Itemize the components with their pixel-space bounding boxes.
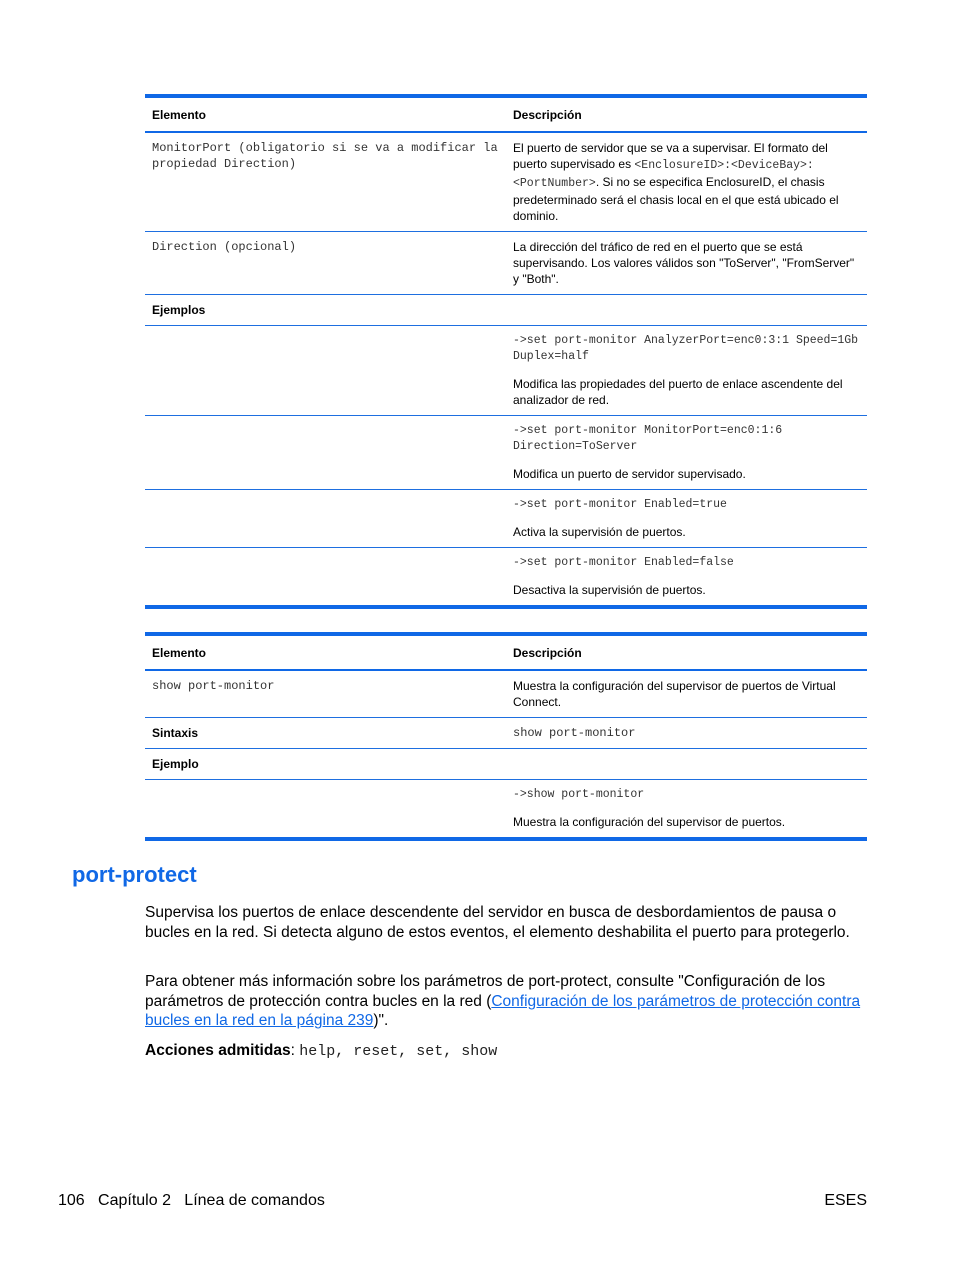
example-desc: Muestra la configuración del supervisor de puertos. [513,815,786,829]
cross-reference-link[interactable]: Configuración de los parámetros de protección contra bucles en la red en la página 239 [145,992,861,1029]
example-cell [506,490,867,548]
port-monitor-show-table [145,632,867,841]
footer-locale: ESES [824,1192,867,1209]
element-cell: MonitorPort (obligatorio si se va a modificar la propiedad Direction) [145,132,506,232]
example-row [145,780,867,840]
example-desc: Modifica un puerto de servidor supervisado. [513,467,746,481]
header-descripcion: Descripción [506,634,867,670]
example-code: ->set port-monitor Enabled=true [513,498,727,511]
table-row [145,718,867,749]
description-cell: La dirección del tráfico de red en el puerto que se está supervisando. Los valores válidos son "ToServer", "FromServer" y "Both". [506,232,867,295]
section-paragraph [145,972,867,1031]
example-desc: Desactiva la supervisión de puertos. [513,583,706,597]
table-header-row [145,96,867,132]
element-cell: Direction (opcional) [145,232,506,295]
table-row [145,670,867,718]
description-text: El puerto de servidor que se va a supervisar. El formato del puerto supervisado es [513,141,828,171]
description-cell: Muestra la configuración del supervisor de puertos de Virtual Connect. [506,670,867,718]
example-row [145,490,867,548]
footer-page-info: 106 Capítulo 2 Línea de comandos [58,1192,325,1209]
actions-value: help, reset, set, show [299,1043,498,1060]
syntax-value: show port-monitor [506,718,867,749]
element-cell: show port-monitor [145,670,506,718]
table-row [145,232,867,295]
actions-label: Acciones admitidas [145,1042,291,1059]
example-row [145,326,867,416]
description-text: . Si no se especifica EnclosureID, el chasis predeterminado será el chasis local en el que está ubicado el dominio. [513,175,839,223]
paragraph-text: Para obtener más información sobre los parámetros de port-protect, consulte "Configuración de los parámetros de protección contra bucles en la red ( [145,973,826,1010]
example-cell [506,780,867,840]
example-label: Ejemplo [145,749,506,780]
example-cell [506,326,867,416]
paragraph-text: )". [373,1012,389,1029]
examples-label: Ejemplos [145,295,506,326]
header-descripcion: Descripción [506,96,867,132]
example-code: ->show port-monitor [513,788,645,801]
example-row [145,548,867,608]
header-elemento: Elemento [145,96,506,132]
example-code: ->set port-monitor Enabled=false [513,556,734,569]
section-title: port-protect [72,862,197,887]
example-desc: Activa la supervisión de puertos. [513,525,686,539]
format-code: <EnclosureID>:<DeviceBay>:<PortNumber> [513,159,814,190]
actions-colon: : [290,1042,300,1059]
example-cell [506,416,867,490]
example-desc: Modifica las propiedades del puerto de enlace ascendente del analizador de red. [513,377,843,407]
port-monitor-set-table [145,94,867,609]
description-cell [506,132,867,232]
table-row [145,749,867,780]
example-code: ->set port-monitor AnalyzerPort=enc0:3:1 Speed=1Gb Duplex=half [513,334,859,363]
table-header-row [145,634,867,670]
header-elemento: Elemento [145,634,506,670]
table-row [145,132,867,232]
example-cell [506,548,867,608]
table-row [145,295,867,326]
section-paragraph: Supervisa los puertos de enlace descendente del servidor en busca de desbordamientos de pausa o bucles en la red. Si detecta alguno de estos eventos, el elemento deshabilita el puerto para protegerlo. [145,904,850,941]
example-row [145,416,867,490]
syntax-label: Sintaxis [145,718,506,749]
example-code: ->set port-monitor MonitorPort=enc0:1:6 Direction=ToServer [513,424,783,453]
supported-actions [145,1041,867,1061]
